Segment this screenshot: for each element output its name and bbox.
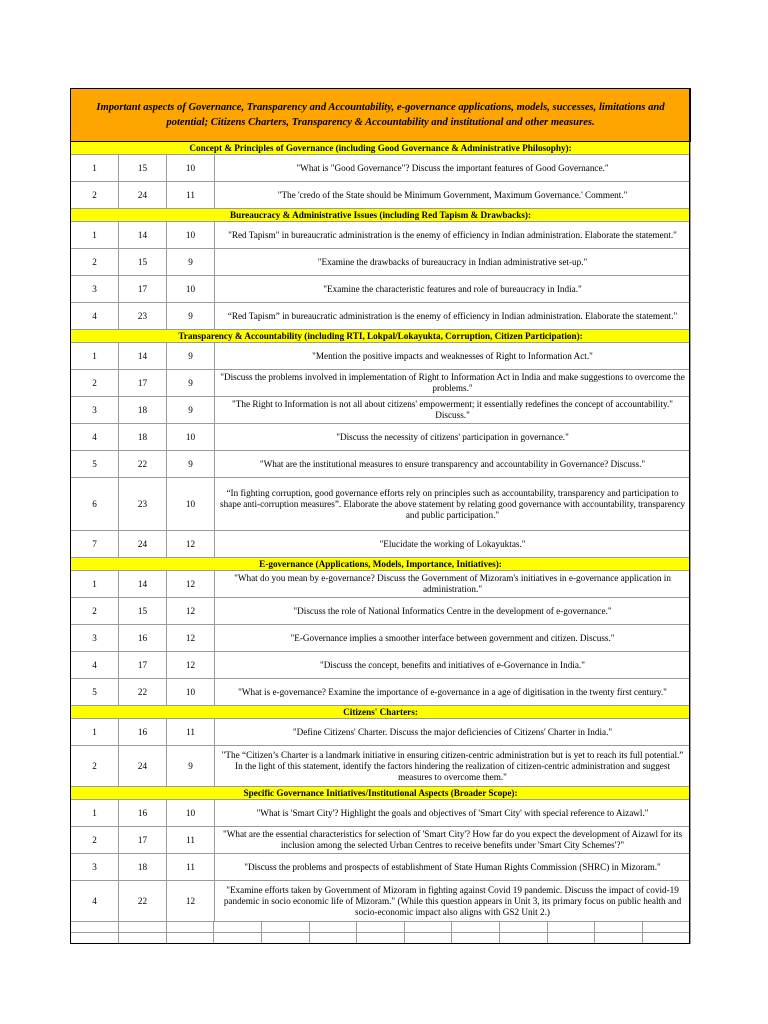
serial-number-cell: 6 [71,478,119,531]
table-row [71,222,691,249]
year-cell: 14 [119,343,167,370]
question-cell: "The Right to Information is not all about citizens' empowerment; it essentially redefines the concept of accountability." Discuss." [215,397,691,424]
empty-row [71,922,691,933]
table-row [71,424,691,451]
serial-number-cell: 3 [71,397,119,424]
table-row [71,679,691,706]
question-cell: "Discuss the necessity of citizens' participation in governance." [215,424,691,451]
marks-cell: 12 [167,571,215,598]
marks-cell: 9 [167,303,215,330]
table-row [71,343,691,370]
year-cell: 23 [119,478,167,531]
year-cell: 18 [119,424,167,451]
marks-cell: 9 [167,746,215,787]
year-cell: 15 [119,598,167,625]
question-cell: “Red Tapism” in bureaucratic administration is the enemy of efficiency in Indian administration. Elaborate the statement." [215,303,691,330]
serial-number-cell: 2 [71,746,119,787]
serial-number-cell: 5 [71,451,119,478]
serial-number-cell: 7 [71,531,119,558]
question-cell: "What is e-governance? Examine the importance of e-governance in a age of digitisation in the twenty first century." [215,679,691,706]
marks-cell: 12 [167,625,215,652]
question-cell: "The 'credo of the State should be Minimum Government, Maximum Governance.' Comment." [215,182,691,209]
serial-number-cell: 2 [71,249,119,276]
table-row [71,182,691,209]
table-row [71,571,691,598]
marks-cell: 12 [167,881,215,922]
question-cell: "Discuss the role of National Informatics Centre in the development of e-governance." [215,598,691,625]
marks-cell: 11 [167,719,215,746]
question-cell: “In fighting corruption, good governance efforts rely on principles such as accountability, transparency and participation to shape anti-corruption measures”. Elaborate the above statement by relating good governance with accountability, transparency and public participation." [215,478,691,531]
year-cell: 22 [119,451,167,478]
marks-cell: 9 [167,397,215,424]
serial-number-cell: 2 [71,370,119,397]
question-cell: "Elucidate the working of Lokayuktas." [215,531,691,558]
section-heading: Citizens' Charters: [71,706,691,719]
marks-cell: 10 [167,800,215,827]
serial-number-cell: 3 [71,854,119,881]
question-cell: "What is 'Smart City'? Highlight the goals and objectives of 'Smart City' with special reference to Aizawl." [215,800,691,827]
marks-cell: 10 [167,478,215,531]
table-row [71,625,691,652]
year-cell: 24 [119,746,167,787]
table-row [71,451,691,478]
section-header-row [71,706,691,719]
serial-number-cell: 4 [71,424,119,451]
table-row [71,531,691,558]
question-cell: "E-Governance implies a smoother interface between government and citizen. Discuss." [215,625,691,652]
marks-cell: 10 [167,424,215,451]
section-heading: Concept & Principles of Governance (including Good Governance & Administrative Philosophy): [71,142,691,155]
empty-cell [71,933,691,944]
serial-number-cell: 1 [71,343,119,370]
serial-number-cell: 1 [71,800,119,827]
year-cell: 24 [119,182,167,209]
question-cell: "The “Citizen’s Charter is a landmark initiative in ensuring citizen-centric administration but is yet to reach its full potential.” In the light of this statement, identify the factors hindering the realization of citizen-centric administration and suggest measures to overcome them." [215,746,691,787]
section-header-row [71,142,691,155]
question-cell: "Examine efforts taken by Government of Mizoram in fighting against Covid 19 pandemic. Discuss the impact of covid-19 pandemic in socio economic life of Mizoram." (While this question appears in Unit 3, its primary focus on public health and socio-economic impact also aligns with GS2 Unit 2.) [215,881,691,922]
table-row [71,854,691,881]
section-header-row [71,330,691,343]
question-cell: "What do you mean by e-governance? Discuss the Government of Mizoram's initiatives in e-governance application in administration." [215,571,691,598]
question-cell: "Red Tapism" in bureaucratic administration is the enemy of efficiency in Indian administration. Elaborate the statement." [215,222,691,249]
table-row [71,800,691,827]
section-header-row [71,209,691,222]
table-row [71,276,691,303]
serial-number-cell: 2 [71,827,119,854]
year-cell: 22 [119,881,167,922]
year-cell: 14 [119,222,167,249]
table-row [71,746,691,787]
serial-number-cell: 4 [71,652,119,679]
table-row [71,598,691,625]
section-heading: E-governance (Applications, Models, Importance, Initiatives): [71,558,691,571]
marks-cell: 9 [167,343,215,370]
year-cell: 22 [119,679,167,706]
marks-cell: 9 [167,249,215,276]
year-cell: 23 [119,303,167,330]
marks-cell: 12 [167,531,215,558]
serial-number-cell: 2 [71,182,119,209]
question-cell: "Discuss the concept, benefits and initiatives of e-Governance in India." [215,652,691,679]
table-row [71,827,691,854]
section-heading: Bureaucracy & Administrative Issues (including Red Tapism & Drawbacks): [71,209,691,222]
title-row [71,89,691,142]
marks-cell: 9 [167,370,215,397]
serial-number-cell: 4 [71,303,119,330]
table-row [71,303,691,330]
question-cell: "What is "Good Governance"? Discuss the important features of Good Governance." [215,155,691,182]
table-row [71,155,691,182]
marks-cell: 12 [167,598,215,625]
question-cell: "Examine the characteristic features and role of bureaucracy in India." [215,276,691,303]
section-header-row [71,558,691,571]
year-cell: 16 [119,719,167,746]
empty-row [71,933,691,944]
table-row [71,370,691,397]
marks-cell: 10 [167,679,215,706]
year-cell: 14 [119,571,167,598]
marks-cell: 10 [167,155,215,182]
question-cell: "What are the essential characteristics for selection of 'Smart City'? How far do you expect the development of Aizawl for its inclusion among the selected Urban Centres to receive benefits under 'Smart City Schemes'?" [215,827,691,854]
serial-number-cell: 3 [71,625,119,652]
year-cell: 15 [119,249,167,276]
serial-number-cell: 1 [71,719,119,746]
serial-number-cell: 3 [71,276,119,303]
question-cell: "Discuss the problems involved in implementation of Right to Information Act in India and make suggestions to overcome the problems." [215,370,691,397]
question-cell: "What are the institutional measures to ensure transparency and accountability in Governance? Discuss." [215,451,691,478]
year-cell: 18 [119,854,167,881]
table-title: Important aspects of Governance, Transparency and Accountability, e-governance applications, models, successes, limitations and potential; Citizens Charters, Transparency & Accountability and institutional and other measures. [71,89,691,142]
year-cell: 17 [119,827,167,854]
year-cell: 18 [119,397,167,424]
question-cell: "Define Citizens' Charter. Discuss the major deficiencies of Citizens' Charter in India." [215,719,691,746]
year-cell: 15 [119,155,167,182]
serial-number-cell: 4 [71,881,119,922]
table-row [71,652,691,679]
question-cell: "Examine the drawbacks of bureaucracy in Indian administrative set-up." [215,249,691,276]
marks-cell: 9 [167,451,215,478]
section-heading: Specific Governance Initiatives/Institutional Aspects (Broader Scope): [71,787,691,800]
marks-cell: 12 [167,652,215,679]
table-row [71,719,691,746]
section-heading: Transparency & Accountability (including RTI, Lokpal/Lokayukta, Corruption, Citizen Participation): [71,330,691,343]
serial-number-cell: 1 [71,222,119,249]
empty-cell [71,922,691,933]
table-row [71,478,691,531]
table-row [71,397,691,424]
year-cell: 17 [119,276,167,303]
serial-number-cell: 2 [71,598,119,625]
year-cell: 16 [119,800,167,827]
marks-cell: 10 [167,222,215,249]
question-cell: "Mention the positive impacts and weaknesses of Right to Information Act." [215,343,691,370]
serial-number-cell: 1 [71,155,119,182]
year-cell: 24 [119,531,167,558]
marks-cell: 10 [167,276,215,303]
table-row [71,249,691,276]
serial-number-cell: 5 [71,679,119,706]
table-row [71,881,691,922]
serial-number-cell: 1 [71,571,119,598]
year-cell: 17 [119,652,167,679]
question-cell: "Discuss the problems and prospects of establishment of State Human Rights Commission (SHRC) in Mizoram." [215,854,691,881]
year-cell: 17 [119,370,167,397]
section-header-row [71,787,691,800]
questions-table [70,88,691,944]
year-cell: 16 [119,625,167,652]
marks-cell: 11 [167,827,215,854]
marks-cell: 11 [167,854,215,881]
marks-cell: 11 [167,182,215,209]
